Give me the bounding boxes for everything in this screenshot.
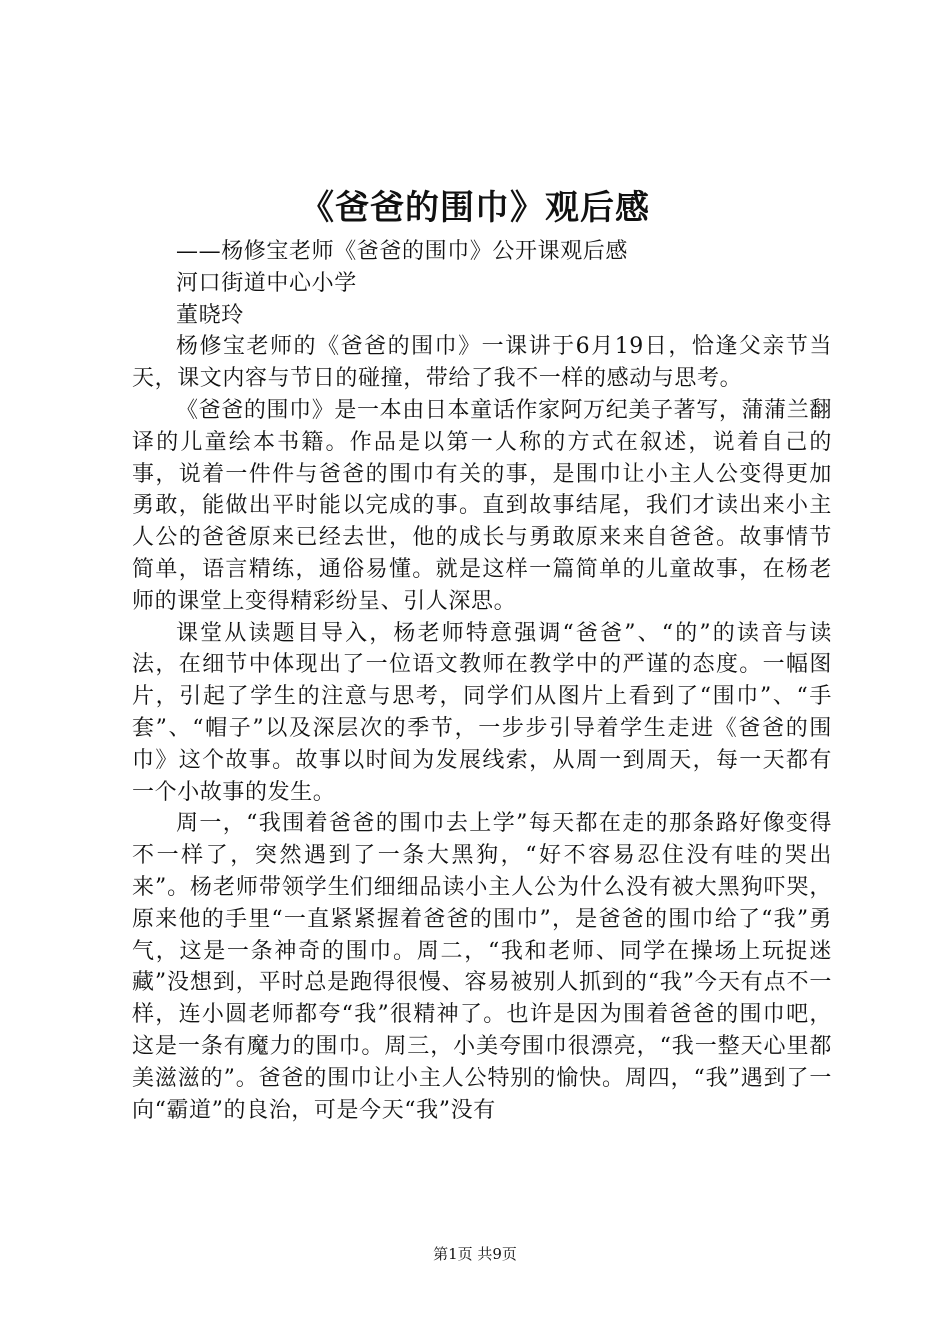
paragraph-1: 杨修宝老师的《爸爸的围巾》一课讲于6月19日，恰逢父亲节当天，课文内容与节日的碰撞，带给了我不一样的感动与思考。 (132, 334, 832, 392)
school-name: 河口街道中心小学 (176, 270, 357, 296)
paragraph-4: 周一，“我围着爸爸的围巾去上学”每天都在走的那条路好像变得不一样了，突然遇到了一条大黑狗，“好不容易忍住没有哇的哭出来”。杨老师带领学生们细细品读小主人公为什么没有被大黑狗吓哭，原来他的手里“一直紧紧握着爸爸的围巾”，是爸爸的围巾给了“我”勇气，这是一条神奇的围巾。周二，“我和老师、同学在操场上玩捉迷藏”没想到，平时总是跑得很慢、容易被别人抓到的“我”今天有点不一样，连小圆老师都夸“我”很精神了。也许是因为围着爸爸的围巾吧，这是一条有魔力的围巾。周三，小美夸围巾很漂亮，“我一整天心里都美滋滋的”。爸爸的围巾让小主人公特别的愉快。周四，“我”遇到了一向“霸道”的良治，可是今天“我”没有 (132, 811, 832, 1123)
document-title: 《爸爸的围巾》观后感 (300, 188, 650, 228)
document-body (132, 236, 832, 1126)
paragraph-3: 课堂从读题目导入，杨老师特意强调“爸爸”、“的”的读音与读法，在细节中体现出了一位语文教师在教学中的严谨的态度。一幅图片，引起了学生的注意与思考，同学们从图片上看到了“围巾”、“手套”、“帽子”以及深层次的季节，一步步引导着学生走进《爸爸的围巾》这个故事。故事以时间为发展线索，从周一到周天，每一天都有一个小故事的发生。 (132, 620, 832, 805)
document-subtitle: ——杨修宝老师《爸爸的围巾》公开课观后感 (176, 239, 629, 264)
author-name: 董晓玲 (176, 302, 244, 328)
page-footer: 第1页 共9页 (433, 1245, 517, 1263)
paragraph-2: 《爸爸的围巾》是一本由日本童话作家阿万纪美子著写，蒲蒲兰翻译的儿童绘本书籍。作品是以第一人称的方式在叙述，说着自己的事，说着一件件与爸爸的围巾有关的事，是围巾让小主人公变得更加勇敢，能做出平时能以完成的事。直到故事结尾，我们才读出来小主人公的爸爸原来已经去世，他的成长与勇敢原来来自爸爸。故事情节简单，语言精练，通俗易懂。就是这样一篇简单的儿童故事，在杨老师的课堂上变得精彩纷呈、引人深思。 (132, 397, 832, 614)
